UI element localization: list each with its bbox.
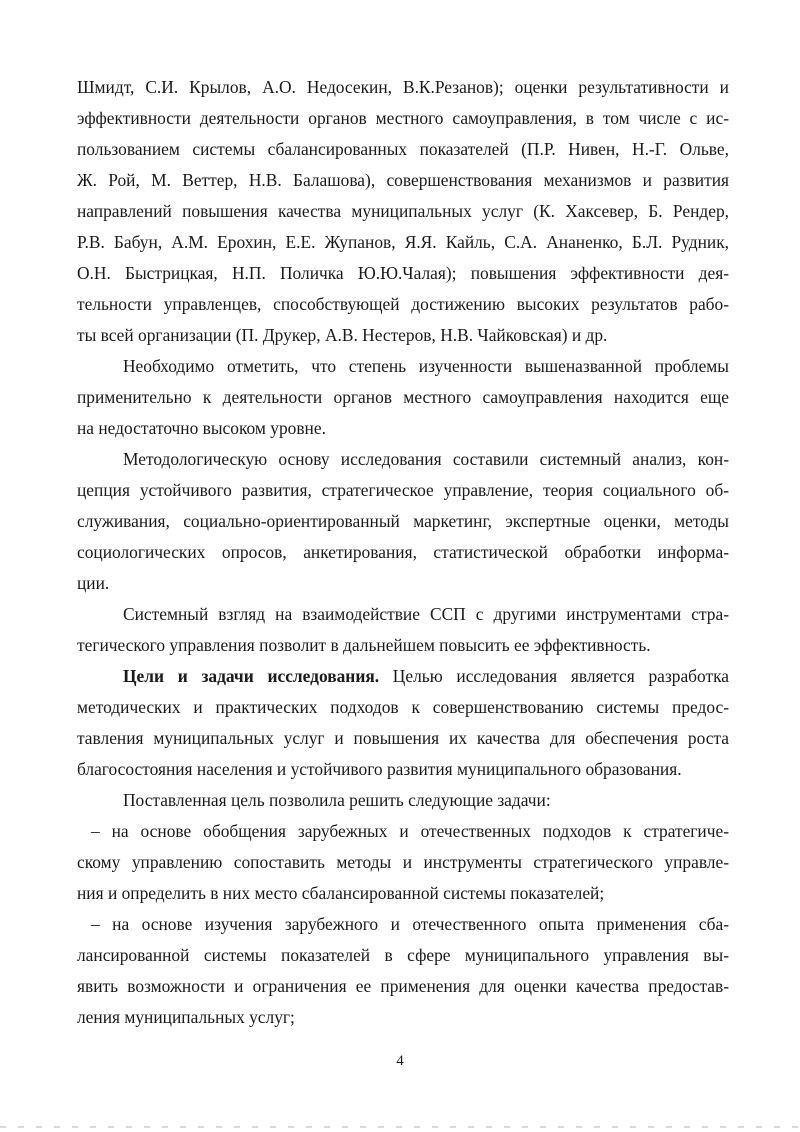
text-line: эффективности деятельности органов местного самоуправления, в том числе с ис- — [77, 108, 729, 128]
text-line: лансированной системы показателей в сфере муниципального управления вы- — [77, 945, 729, 965]
text-line: на недостаточно высоком уровне. — [77, 418, 326, 438]
text-line: скому управлению сопоставить методы и инструменты стратегического управле- — [77, 852, 729, 872]
paragraph — [77, 444, 729, 599]
text-line: Шмидт, С.И. Крылов, А.О. Недосекин, В.К.Резанов); оценки результативности и — [77, 77, 729, 97]
paragraph — [77, 351, 729, 444]
paragraph — [77, 72, 729, 351]
text-line: Р.В. Бабун, А.М. Ерохин, Е.Е. Жупанов, Я.Я. Кайль, С.А. Ананенко, Б.Л. Рудник, — [77, 232, 729, 252]
text-line: ления муниципальных услуг; — [77, 1007, 295, 1027]
text-line: Поставленная цель позволила решить следующие задачи: — [123, 790, 551, 810]
page-number: 4 — [396, 1053, 404, 1069]
text-run: Целью исследования является разработка — [379, 666, 729, 686]
text-line: ния и определить в них место сбалансированной системы показателей; — [77, 883, 605, 903]
paragraph — [77, 661, 729, 785]
text-line: – на основе изучения зарубежного и отечественного опыта применения сба- — [91, 914, 729, 934]
text-line: Системный взгляд на взаимодействие ССП с другими инструментами стра- — [123, 604, 729, 624]
text-line: методических и практических подходов к совершенствованию системы предос- — [77, 697, 729, 717]
text-line: явить возможности и ограничения ее применения для оценки качества предостав- — [77, 976, 729, 996]
paragraph — [77, 599, 729, 661]
section-heading-lead: Цели и задачи исследования. — [123, 666, 380, 686]
text-line: ты всей организации (П. Друкер, А.В. Нестеров, Н.В. Чайковская) и др. — [77, 325, 608, 345]
text-line: тавления муниципальных услуг и повышения их качества для обеспечения роста — [77, 728, 729, 748]
text-line: – на основе обобщения зарубежных и отечественных подходов к стратегиче- — [91, 821, 729, 841]
text-line: тегического управления позволит в дальнейшем повысить ее эффективность. — [77, 635, 651, 655]
text-line: Методологическую основу исследования составили системный анализ, кон- — [123, 449, 729, 469]
text-line: цепция устойчивого развития, стратегическое управление, теория социального об- — [77, 480, 729, 500]
text-line: служивания, социально-ориентированный маркетинг, экспертные оценки, методы — [77, 511, 729, 531]
text-line: благосостояния населения и устойчивого развития муниципального образования. — [77, 759, 682, 779]
text-line: Ж. Рой, М. Веттер, Н.В. Балашова), совершенствования механизмов и развития — [77, 170, 729, 190]
text-line: пользованием системы сбалансированных показателей (П.Р. Нивен, Н.-Г. Ольве, — [77, 139, 729, 159]
scan-edge-divider — [0, 1126, 800, 1128]
text-line: ции. — [77, 573, 110, 593]
list-item — [77, 816, 729, 909]
text-line: тельности управленцев, способствующей достижению высоких результатов рабо- — [77, 294, 729, 314]
text-line — [77, 661, 729, 692]
text-line: социологических опросов, анкетирования, статистической обработки информа- — [77, 542, 729, 562]
list-item — [77, 909, 729, 1033]
text-line: Необходимо отметить, что степень изученности вышеназванной проблемы — [123, 356, 729, 376]
body-text — [77, 72, 729, 1033]
text-line: применительно к деятельности органов местного самоуправления находится еще — [77, 387, 729, 407]
paragraph — [77, 785, 729, 816]
text-line: О.Н. Быстрицкая, Н.П. Поличка Ю.Ю.Чалая); повышения эффективности дея- — [77, 263, 729, 283]
text-line: направлений повышения качества муниципальных услуг (К. Хаксевер, Б. Рендер, — [77, 201, 729, 221]
